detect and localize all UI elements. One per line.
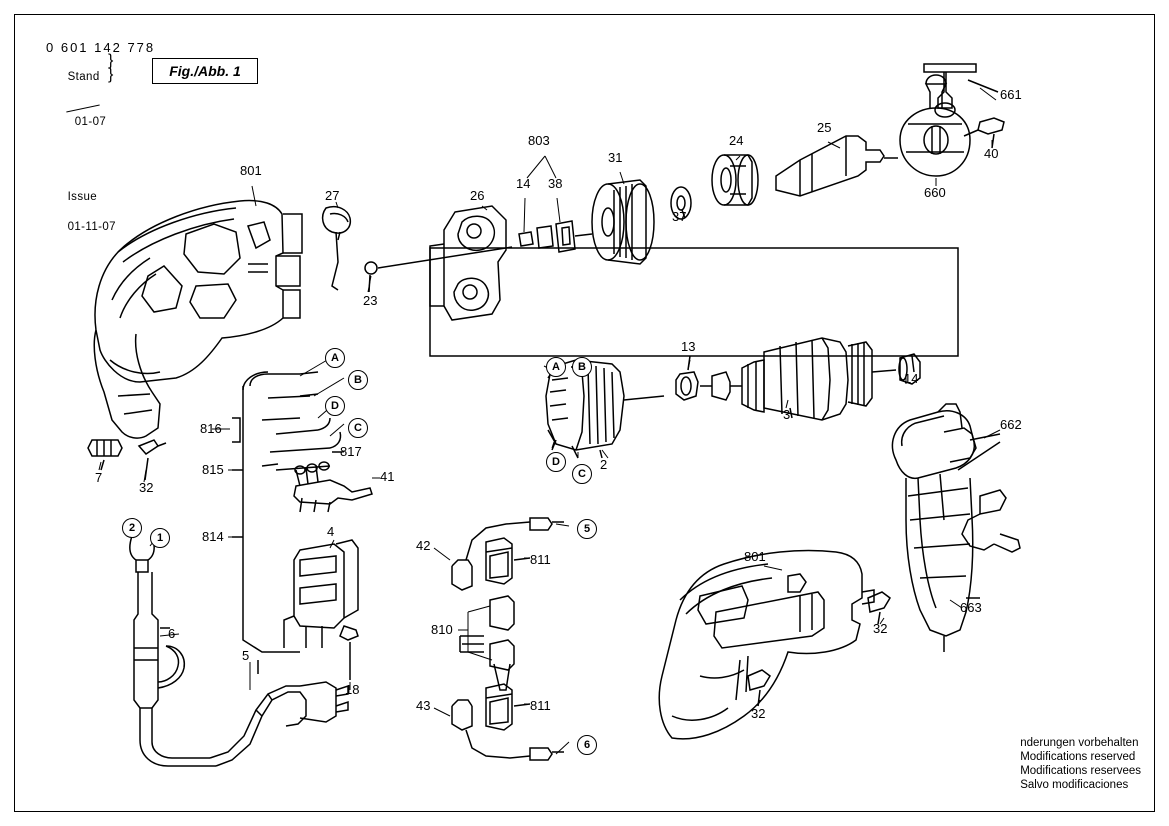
callout-3: 3 [783, 407, 791, 422]
callout-815: 815 [202, 462, 224, 477]
callout-816: 816 [200, 421, 222, 436]
callout-662: 662 [1000, 417, 1022, 432]
badge-a-stator: A [546, 357, 566, 377]
callout-810: 810 [431, 622, 453, 637]
callout-42: 42 [416, 538, 431, 553]
callout-811-b: 811 [530, 698, 551, 713]
footer-line-3: Modifications reservees [1020, 765, 1141, 777]
callout-4: 4 [327, 524, 335, 539]
badge-c-stator: C [572, 464, 592, 484]
stand-label: Stand [67, 71, 100, 83]
issue-label: Issue [67, 191, 98, 203]
callout-5-left: 5 [242, 648, 250, 663]
callout-2: 2 [600, 457, 608, 472]
callout-814: 814 [202, 529, 224, 544]
callout-38: 38 [548, 176, 563, 191]
callout-23: 23 [363, 293, 378, 308]
callout-817: 817 [340, 444, 362, 459]
footer-notes [1020, 736, 1141, 792]
callout-25: 25 [817, 120, 832, 135]
badge-d-stator: D [546, 452, 566, 472]
callout-32-c: 32 [751, 706, 766, 721]
callout-13: 13 [681, 339, 696, 354]
badge-d-left: D [325, 396, 345, 416]
footer-line-4: Salvo modificaciones [1020, 779, 1129, 791]
stand-value: 01-07 [46, 116, 106, 158]
callout-663: 663 [960, 600, 982, 615]
figure-label: Fig./Abb. 1 [169, 63, 241, 79]
callout-660: 660 [924, 185, 946, 200]
callout-41: 41 [380, 469, 395, 484]
badge-1: 1 [150, 528, 170, 548]
callout-32-a: 32 [139, 480, 154, 495]
callout-7: 7 [95, 470, 103, 485]
badge-5: 5 [577, 519, 597, 539]
badge-a-left: A [325, 348, 345, 368]
callout-6-left: 6 [168, 626, 176, 641]
callout-26: 26 [470, 188, 485, 203]
callout-801-bottom: 801 [744, 549, 766, 564]
footer-line-2: Modifications reserved [1020, 751, 1136, 763]
footer-line-1: nderungen vorbehalten [1020, 737, 1139, 749]
issue-value: 01-11-07 [67, 221, 116, 233]
callout-803: 803 [528, 133, 550, 148]
callout-37: 37 [672, 209, 687, 224]
callout-24: 24 [729, 133, 744, 148]
badge-c-left: C [348, 418, 368, 438]
callout-31: 31 [608, 150, 623, 165]
callout-811-a: 811 [530, 552, 551, 567]
badge-b-stator: B [572, 357, 592, 377]
callout-40: 40 [984, 146, 999, 161]
brace-symbol: } } [108, 52, 114, 83]
callout-14-a: 14 [516, 176, 531, 191]
callout-14-b: 14 [904, 371, 919, 386]
badge-6: 6 [577, 735, 597, 755]
part-number: 0 601 142 778 [46, 40, 156, 55]
callout-43: 43 [416, 698, 431, 713]
callout-801-top: 801 [240, 163, 262, 178]
callout-32-b: 32 [873, 621, 888, 636]
badge-b-left: B [348, 370, 368, 390]
callout-661: 661 [1000, 87, 1022, 102]
callout-18: 18 [345, 682, 360, 697]
callout-27: 27 [325, 188, 340, 203]
badge-2: 2 [122, 518, 142, 538]
